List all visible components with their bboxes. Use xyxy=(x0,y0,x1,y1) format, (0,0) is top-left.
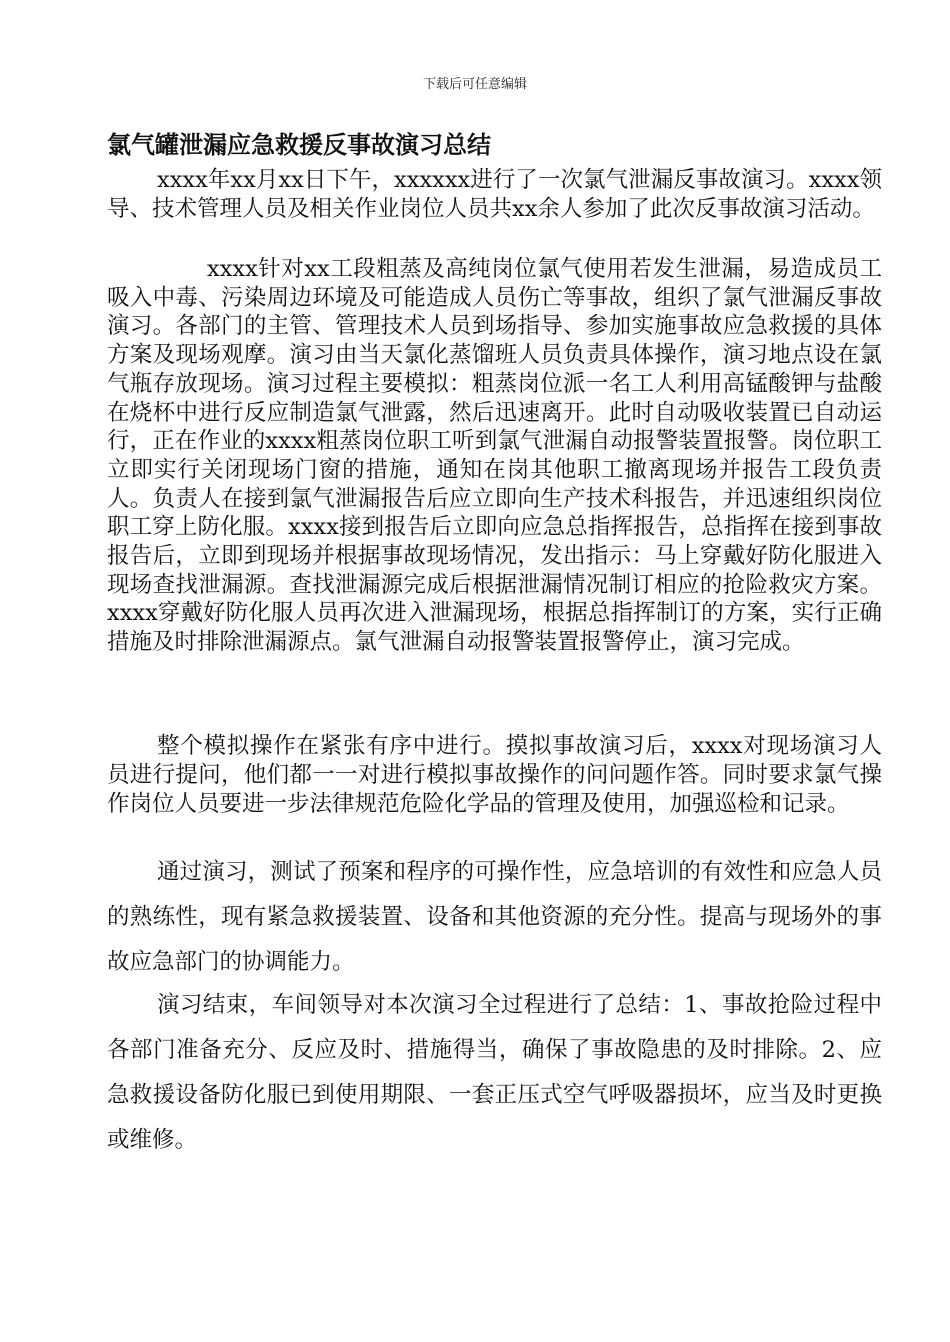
paragraph-drill-conclusion: 演习结束，车间领导对本次演习全过程进行了总结：1、事故抢险过程中各部门准备充分、反应及时、措施得当，确保了事故隐患的及时排除。2、应急救援设备防化服已到使用期限、一套正压式空气呼吸器损坏，应当及时更换或维修。 xyxy=(107,992,882,1153)
paragraph-drill-review: 整个模拟操作在紧张有序中进行。摸拟事故演习后，xxxx对现场演习人员进行提问，他们都一一对进行模拟事故操作的问问题作答。同时要求氯气操作岗位人员要进一步法律规范危险化学品的管理及使用，加强巡检和记录。 xyxy=(107,733,882,817)
paragraph-drill-process: xxxx针对xx工段粗蒸及高纯岗位氯气使用若发生泄漏，易造成员工吸入中毒、污染周边环境及可能造成人员伤亡等事故，组织了氯气泄漏反事故演习。各部门的主管、管理技术人员到场指导、参加实施事故应急救援的具体方案及现场观摩。演习由当天氯化蒸馏班人员负责具体操作，演习地点设在氯气瓶存放现场。演习过程主要模拟：粗蒸岗位派一名工人利用高锰酸钾与盐酸在烧杯中进行反应制造氯气泄露，然后迅速离开。此时自动吸收装置已自动运行，正在作业的xxxx粗蒸岗位职工听到氯气泄漏自动报警装置报警。岗位职工立即实行关闭现场门窗的措施，通知在岗其他职工撤离现场并报告工段负责人。负责人在接到氯气泄漏报告后应立即向生产技术科报告，并迅速组织岗位职工穿上防化服。xxxx接到报告后立即向应急总指挥报告，总指挥在接到事故报告后，立即到现场并根据事故现场情况，发出指示：马上穿戴好防化服进入现场查找泄漏源。查找泄漏源完成后根据泄漏情况制订相应的抢险救灾方案。xxxx穿戴好防化服人员再次进入泄漏现场，根据总指挥制订的方案，实行正确措施及时排除泄漏源点。氯气泄漏自动报警装置报警停止，演习完成。 xyxy=(107,256,882,656)
document-title: 氯气罐泄漏应急救援反事故演习总结 xyxy=(107,130,491,159)
paragraph-drill-evaluation: 通过演习，测试了预案和程序的可操作性，应急培训的有效性和应急人员的熟练性，现有紧急救援装置、设备和其他资源的充分性。提高与现场外的事故应急部门的协调能力。 xyxy=(107,859,882,975)
page-header-note: 下载后可任意编辑 xyxy=(422,77,527,92)
paragraph-intro: xxxx年xx月xx日下午，xxxxxx进行了一次氯气泄漏反事故演习。xxxx领导、技术管理人员及相关作业岗位人员共xx余人参加了此次反事故演习活动。 xyxy=(107,167,882,222)
